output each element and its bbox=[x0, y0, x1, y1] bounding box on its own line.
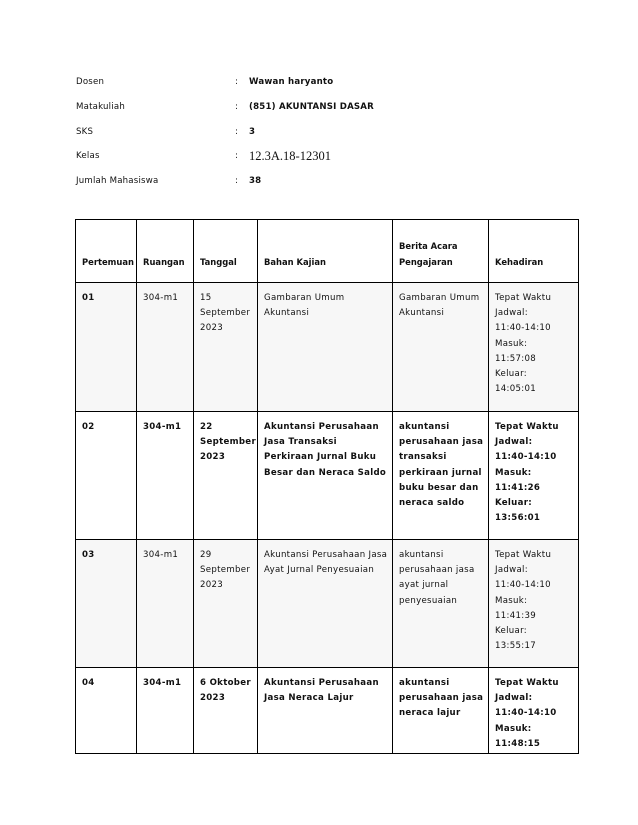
cell-bahan-kajian: Akuntansi Perusahaan Jasa Transaksi Perkiraan Jurnal Buku Besar dan Neraca Saldo bbox=[258, 412, 393, 540]
separator: : bbox=[235, 151, 239, 162]
kelas-row bbox=[76, 144, 556, 169]
dosen-row bbox=[76, 70, 556, 95]
kehadiran-masuk-label: Masuk: bbox=[495, 467, 532, 478]
attendance-table bbox=[75, 219, 579, 754]
kehadiran-masuk: 11:57:08 bbox=[495, 353, 536, 364]
kehadiran-status: Tepat Waktu bbox=[495, 550, 552, 560]
jumlah-row bbox=[76, 169, 556, 194]
cell-pertemuan: 04 bbox=[76, 668, 137, 754]
header-bahan-kajian: Bahan Kajian bbox=[258, 220, 393, 283]
cell-kehadiran bbox=[489, 668, 579, 754]
matakuliah-row bbox=[76, 95, 556, 120]
cell-berita-acara: akuntansi perusahaan jasa ayat jurnal penyesuaian bbox=[393, 540, 489, 668]
cell-ruangan: 304-m1 bbox=[137, 283, 194, 412]
kehadiran-masuk-label: Masuk: bbox=[495, 595, 528, 606]
kehadiran-masuk: 11:48:15 bbox=[495, 738, 541, 749]
cell-tanggal: 22 September 2023 bbox=[194, 412, 258, 540]
sks-row bbox=[76, 120, 556, 145]
kehadiran-masuk: 11:41:26 bbox=[495, 482, 541, 493]
cell-kehadiran bbox=[489, 540, 579, 668]
dosen-value: Wawan haryanto bbox=[249, 77, 334, 87]
header-kehadiran: Kehadiran bbox=[489, 220, 579, 283]
kelas-value: 12.3A.18-12301 bbox=[249, 149, 331, 164]
matakuliah-value: (851) AKUNTANSI DASAR bbox=[249, 101, 374, 112]
header-berita-acara: Berita Acara Pengajaran bbox=[393, 220, 489, 283]
kehadiran-status: Tepat Waktu bbox=[495, 293, 552, 303]
kehadiran-jadwal: 11:40-14:10 bbox=[495, 580, 551, 591]
dosen-label: Dosen bbox=[76, 77, 105, 87]
separator: : bbox=[235, 101, 239, 112]
header-ruangan: Ruangan bbox=[137, 220, 194, 283]
header-tanggal: Tanggal bbox=[194, 220, 258, 283]
separator: : bbox=[235, 77, 239, 87]
kehadiran-status: Tepat Waktu bbox=[495, 678, 559, 688]
sks-label: SKS bbox=[76, 126, 94, 137]
kehadiran-jadwal: 11:40-14:10 bbox=[495, 323, 551, 334]
kehadiran-jadwal: 11:40-14:10 bbox=[495, 708, 557, 719]
kehadiran-keluar: 13:55:17 bbox=[495, 641, 536, 652]
kehadiran-keluar: 14:05:01 bbox=[495, 384, 536, 395]
cell-berita-acara: akuntansi perusahaan jasa transaksi perkiraan jurnal buku besar dan neraca saldo bbox=[393, 412, 489, 540]
header-pertemuan: Pertemuan bbox=[76, 220, 137, 283]
cell-tanggal: 6 Oktober 2023 bbox=[194, 668, 258, 754]
cell-pertemuan: 02 bbox=[76, 412, 137, 540]
table-header-row bbox=[76, 220, 579, 283]
kehadiran-keluar-label: Keluar: bbox=[495, 498, 532, 509]
kehadiran-jadwal-label: Jadwal: bbox=[495, 437, 533, 448]
cell-ruangan: 304-m1 bbox=[137, 540, 194, 668]
table-row bbox=[76, 283, 579, 412]
sks-value: 3 bbox=[249, 126, 256, 137]
kehadiran-keluar: 13:56:01 bbox=[495, 513, 541, 524]
kehadiran-masuk: 11:41:39 bbox=[495, 610, 536, 621]
cell-kehadiran bbox=[489, 283, 579, 412]
kehadiran-status: Tepat Waktu bbox=[495, 422, 559, 432]
kehadiran-masuk-label: Masuk: bbox=[495, 338, 528, 349]
kehadiran-keluar-label: Keluar: bbox=[495, 369, 527, 380]
kehadiran-jadwal-label: Jadwal: bbox=[495, 308, 528, 319]
cell-bahan-kajian: Akuntansi Perusahaan Jasa Neraca Lajur bbox=[258, 668, 393, 754]
cell-bahan-kajian: Akuntansi Perusahaan Jasa Ayat Jurnal Penyesuaian bbox=[258, 540, 393, 668]
cell-ruangan: 304-m1 bbox=[137, 668, 194, 754]
kehadiran-jadwal-label: Jadwal: bbox=[495, 693, 533, 704]
cell-pertemuan: 01 bbox=[76, 283, 137, 412]
cell-berita-acara: akuntansi perusahaan jasa neraca lajur bbox=[393, 668, 489, 754]
jumlah-value: 38 bbox=[249, 176, 262, 187]
table-row bbox=[76, 668, 579, 754]
cell-bahan-kajian: Gambaran Umum Akuntansi bbox=[258, 283, 393, 412]
cell-berita-acara: Gambaran Umum Akuntansi bbox=[393, 283, 489, 412]
cell-tanggal: 15 September 2023 bbox=[194, 283, 258, 412]
table-row bbox=[76, 540, 579, 668]
separator: : bbox=[235, 176, 239, 187]
kehadiran-masuk-label: Masuk: bbox=[495, 723, 532, 734]
matakuliah-label: Matakuliah bbox=[76, 101, 125, 112]
kehadiran-keluar-label: Keluar: bbox=[495, 626, 527, 637]
separator: : bbox=[235, 126, 239, 137]
jumlah-label: Jumlah Mahasiswa bbox=[76, 176, 159, 187]
cell-tanggal: 29 September 2023 bbox=[194, 540, 258, 668]
kehadiran-jadwal-label: Jadwal: bbox=[495, 565, 528, 576]
table-row bbox=[76, 412, 579, 540]
cell-ruangan: 304-m1 bbox=[137, 412, 194, 540]
kehadiran-jadwal: 11:40-14:10 bbox=[495, 452, 557, 463]
kelas-label: Kelas bbox=[76, 151, 100, 162]
cell-pertemuan: 03 bbox=[76, 540, 137, 668]
course-info bbox=[76, 70, 556, 194]
cell-kehadiran bbox=[489, 412, 579, 540]
